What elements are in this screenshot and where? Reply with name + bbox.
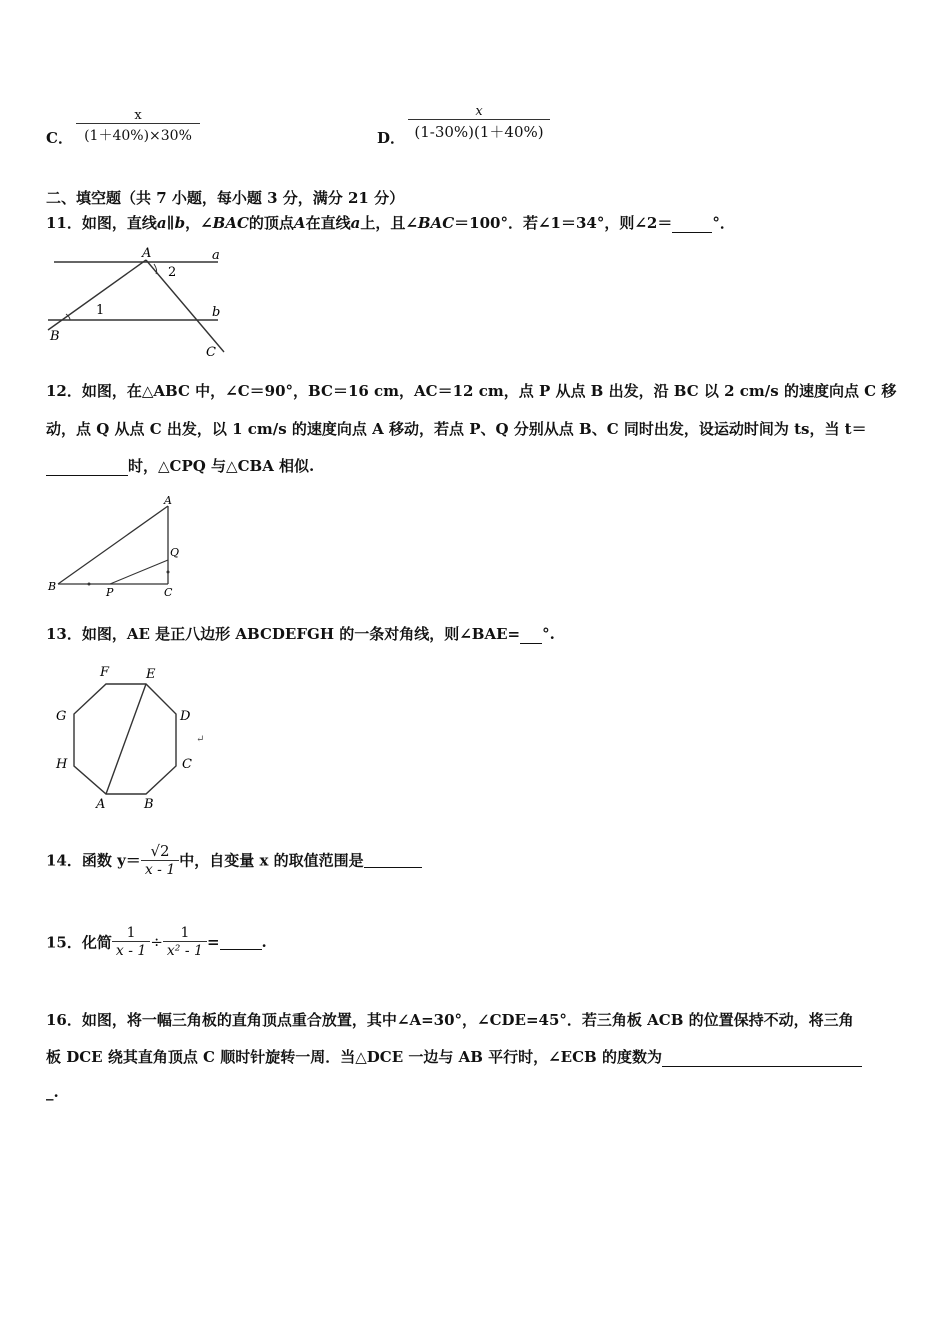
q16-line2-text: 板 DCE 绕其直角顶点 C 顺时针旋转一周．当△DCE 一边与 AB 平行时，∠ECB 的度数为 bbox=[46, 1048, 662, 1066]
q11-mid3: 在直线 bbox=[305, 214, 351, 232]
q15-end: . bbox=[261, 933, 267, 951]
q11-label-2: 2 bbox=[168, 265, 177, 280]
q14-suffix: 中，自变量 x 的取值范围是 bbox=[179, 851, 364, 870]
q15-prefix: 15．化简 bbox=[46, 933, 112, 952]
option-c-label: C． bbox=[46, 129, 73, 147]
q15-text bbox=[46, 925, 267, 959]
q12-tick-ac bbox=[167, 571, 170, 574]
q15-frac1-den: x - 1 bbox=[112, 941, 150, 959]
q13-figure bbox=[46, 660, 216, 812]
q13-answer-blank[interactable] bbox=[520, 628, 542, 644]
option-d bbox=[377, 127, 405, 148]
q13-label-G: G bbox=[56, 709, 67, 724]
q15-fraction2 bbox=[163, 925, 207, 959]
q11-label-C: C bbox=[206, 345, 216, 360]
q11-a: a bbox=[156, 214, 167, 232]
q11-b: b bbox=[174, 214, 186, 232]
q12-segment-pq bbox=[110, 560, 168, 584]
q14-answer-blank[interactable] bbox=[364, 852, 422, 868]
q11-end: °． bbox=[712, 214, 735, 232]
q11-label-A: A bbox=[142, 246, 152, 261]
q14-fraction bbox=[141, 842, 179, 878]
option-c-numerator: x bbox=[134, 108, 142, 123]
q14-numerator: √2 bbox=[150, 842, 170, 860]
q12-figure bbox=[46, 494, 196, 600]
option-d-numerator: x bbox=[475, 104, 483, 119]
q13-diagonal-ae bbox=[106, 684, 146, 794]
q11-mid5: ＝100°．若∠1＝34°，则∠2＝ bbox=[454, 214, 673, 232]
section-title: 二、填空题（共 7 小题，每小题 3 分，满分 21 分） bbox=[46, 189, 405, 207]
q11-answer-blank[interactable] bbox=[672, 217, 712, 233]
q13-end: °. bbox=[542, 625, 555, 643]
q11-label-b: b bbox=[212, 305, 221, 320]
q12-label-B: B bbox=[48, 580, 57, 593]
q12-label-A: A bbox=[164, 494, 172, 507]
option-d-fraction bbox=[408, 104, 550, 142]
q13-text-main: 13．如图，AE 是正八边形 ABCDEFGH 的一条对角线，则∠BAE= bbox=[46, 625, 521, 643]
q13-label-A: A bbox=[96, 797, 106, 812]
q11-prefix: 11．如图，直线 bbox=[46, 214, 157, 232]
q12-side-ab bbox=[58, 506, 168, 584]
q13-octagon bbox=[74, 684, 176, 794]
q15-frac2-den: x² - 1 bbox=[163, 941, 207, 959]
q13-label-F: F bbox=[100, 665, 110, 680]
q11-text bbox=[46, 212, 735, 233]
q11-bac: BAC bbox=[212, 214, 249, 232]
q15-frac2-num: 1 bbox=[180, 925, 190, 941]
q11-mid1: ，∠ bbox=[185, 214, 213, 232]
q15-equals: = bbox=[206, 933, 220, 951]
q12-line3-end: 时，△CPQ 与△CBA 相似. bbox=[128, 457, 315, 475]
q13-return-mark: ↵ bbox=[196, 734, 205, 745]
q11-bac2: BAC bbox=[417, 214, 455, 232]
q16-answer-blank[interactable] bbox=[662, 1051, 862, 1067]
option-d-label: D． bbox=[377, 129, 406, 147]
q11-mid2: 的顶点 bbox=[248, 214, 294, 232]
q16-line2 bbox=[46, 1046, 862, 1067]
q13-label-D: D bbox=[180, 709, 191, 724]
q12-line2: 动，点 Q 从点 C 出发，以 1 cm/s 的速度向点 A 移动，若点 P、Q 分别从点 B、C 同时出发，设运动时间为 ts，当 t＝ bbox=[46, 420, 867, 438]
option-d-denominator: (1-30%)(1＋40%) bbox=[408, 119, 550, 142]
q15-fraction1 bbox=[112, 925, 150, 959]
q12-label-C: C bbox=[164, 586, 173, 599]
q15-answer-blank[interactable] bbox=[220, 934, 262, 950]
q13-label-B: B bbox=[144, 797, 154, 812]
q11-label-1: 1 bbox=[96, 303, 105, 318]
q12-line3 bbox=[46, 455, 314, 476]
q13-label-E: E bbox=[146, 667, 156, 682]
q13-text bbox=[46, 623, 555, 644]
q14-prefix: 14．函数 y＝ bbox=[46, 851, 141, 870]
q16-line1: 16．如图，将一幅三角板的直角顶点重合放置，其中∠A=30°，∠CDE=45°．若三角板 ACB 的位置保持不动，将三角 bbox=[46, 1011, 854, 1029]
q16-line3: _. bbox=[46, 1083, 59, 1101]
option-c-fraction bbox=[76, 108, 200, 145]
q11-label-a: a bbox=[212, 248, 220, 263]
q13-label-C: C bbox=[182, 757, 192, 772]
q15-divide: ÷ bbox=[150, 933, 163, 951]
q13-label-H: H bbox=[56, 757, 68, 772]
q12-answer-blank[interactable] bbox=[46, 460, 128, 476]
q11-label-B: B bbox=[50, 329, 60, 344]
q12-label-P: P bbox=[106, 586, 114, 599]
q12-label-Q: Q bbox=[170, 546, 180, 559]
q15-frac1-num: 1 bbox=[126, 925, 136, 941]
q14-denominator: x - 1 bbox=[141, 860, 179, 878]
q11-mid4: 上，且∠ bbox=[360, 214, 418, 232]
q11-figure bbox=[46, 244, 236, 362]
q14-text bbox=[46, 842, 422, 878]
q11-a2: a bbox=[350, 214, 361, 232]
q12-tick bbox=[88, 583, 91, 586]
q11-parallel: ∥ bbox=[166, 214, 175, 232]
option-c bbox=[46, 127, 73, 148]
option-c-denominator: (1＋40%)×30% bbox=[76, 123, 200, 145]
q12-line1: 12．如图，在△ABC 中，∠C＝90°，BC＝16 cm，AC＝12 cm，点 P 从点 B 出发，沿 BC 以 2 cm/s 的速度向点 C 移 bbox=[46, 382, 897, 400]
q11-vertex: A bbox=[293, 214, 306, 232]
